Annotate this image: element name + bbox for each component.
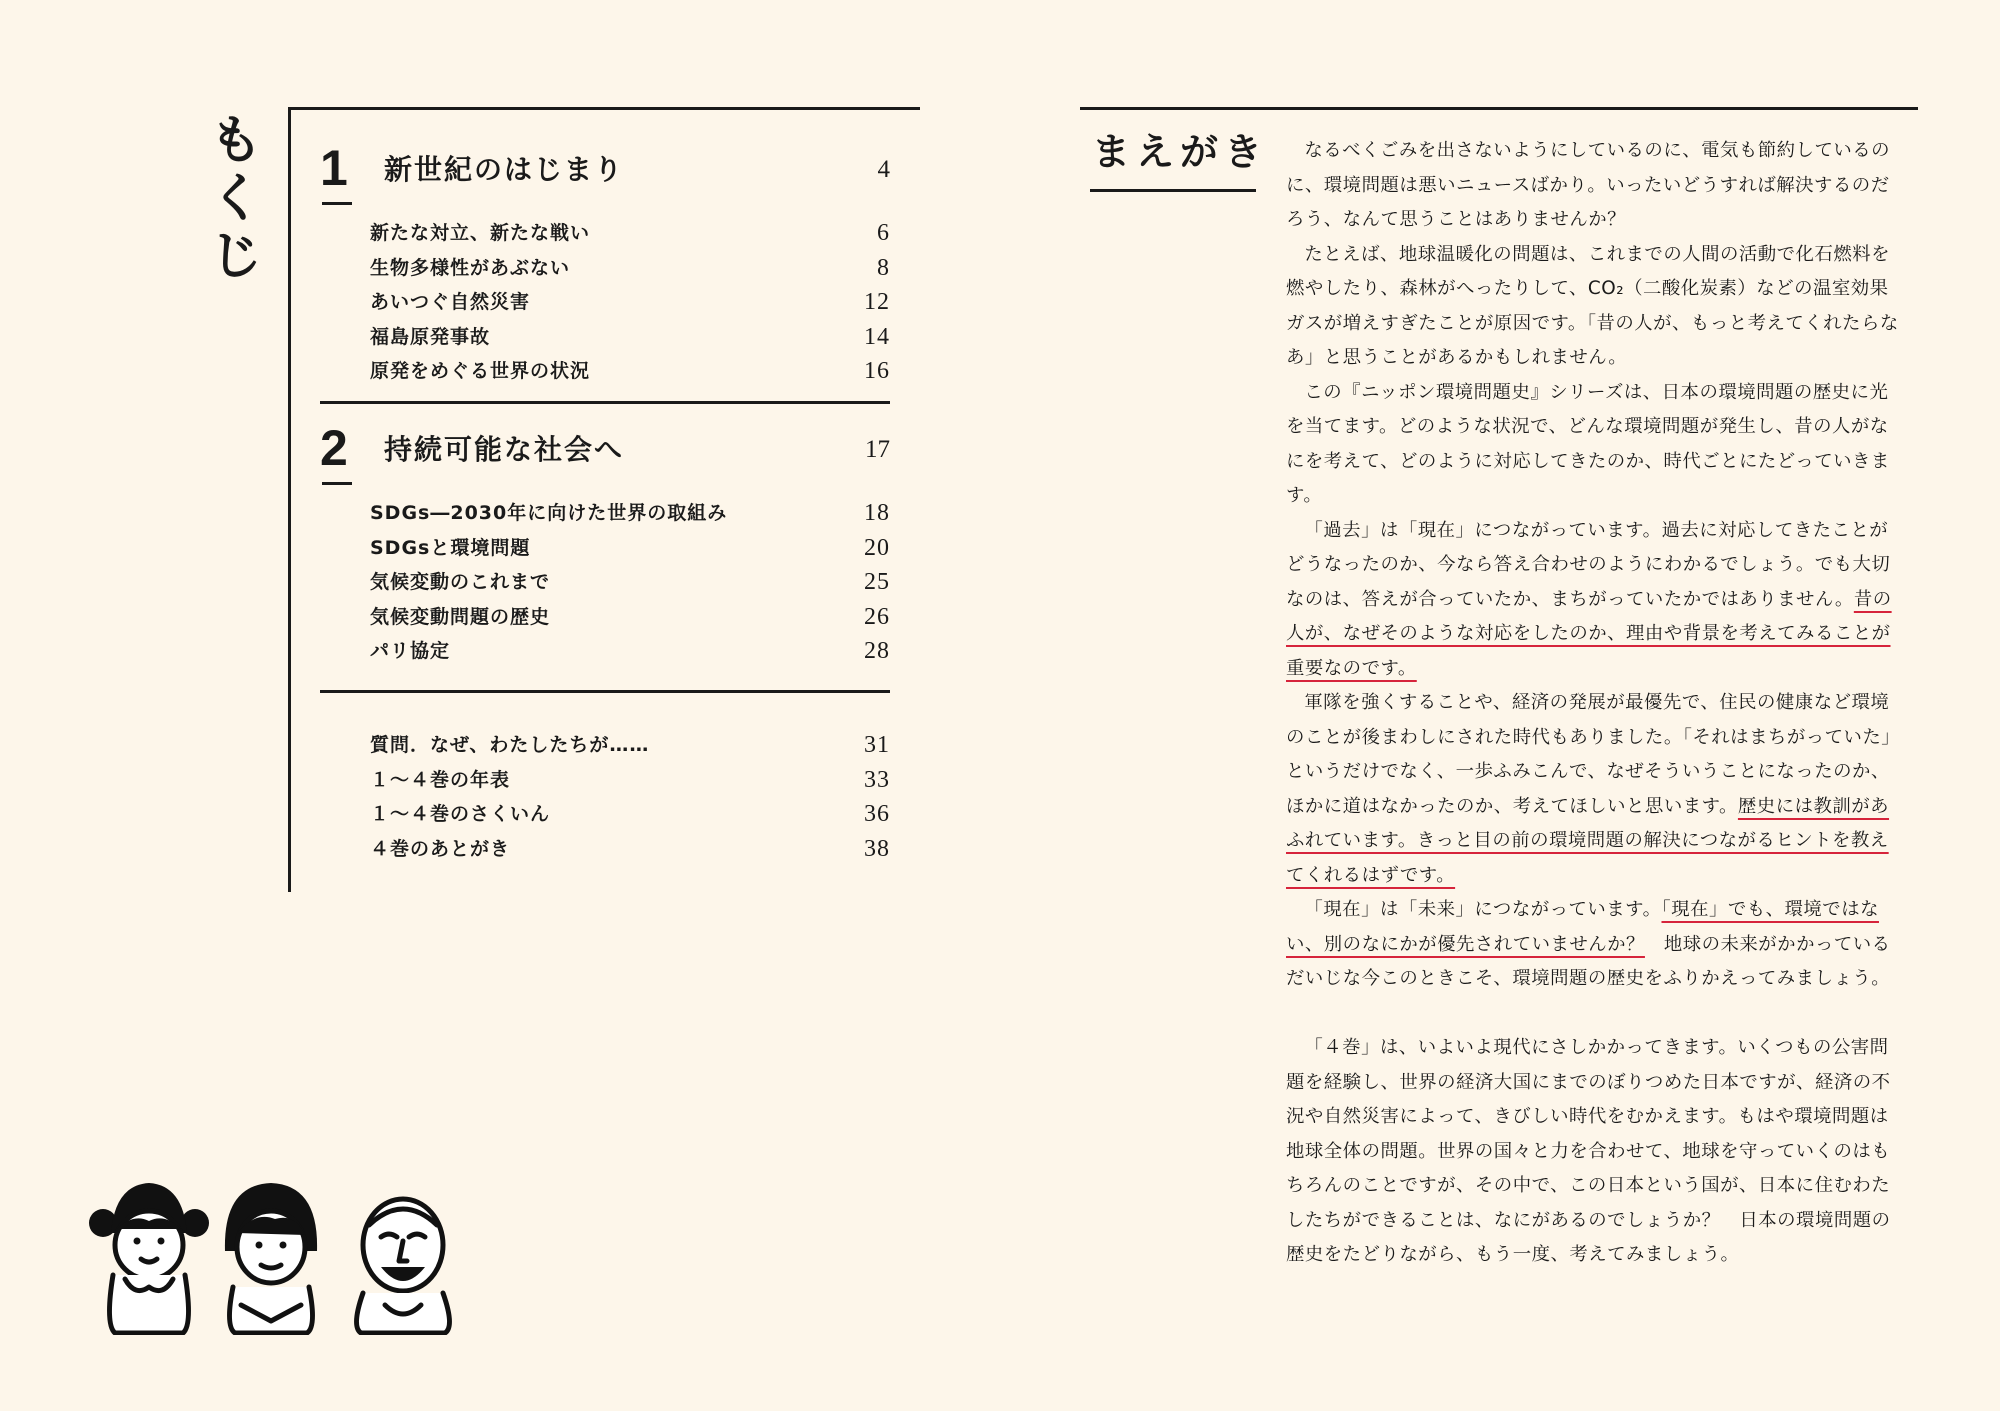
toc-item-label: ４巻のあとがき bbox=[370, 837, 511, 860]
toc-item[interactable] bbox=[320, 763, 890, 798]
maegaki-title-underline bbox=[1090, 189, 1256, 192]
toc-item-page: 20 bbox=[864, 534, 890, 561]
section-title: 新世紀のはじまり bbox=[384, 153, 625, 186]
toc-section-divider bbox=[320, 690, 890, 693]
toc-item-page: 28 bbox=[864, 638, 890, 664]
toc-item-label: パリ協定 bbox=[370, 640, 451, 662]
characters-illustration bbox=[85, 1175, 475, 1335]
toc-item-page: 26 bbox=[864, 603, 890, 630]
toc-item-page: 33 bbox=[864, 766, 890, 793]
paragraph: この『ニッポン環境問題史』シリーズは、日本の環境問題の歴史に光を当てます。どのような状況で、どんな環境問題が発生し、昔の人がなにを考えて、どのように対応してきたのか、時代ごとにたどっていきます。 bbox=[1286, 381, 1890, 506]
toc-title bbox=[206, 112, 266, 286]
toc-item[interactable] bbox=[320, 832, 890, 867]
toc-section-header[interactable] bbox=[320, 138, 890, 216]
toc-item-page: 36 bbox=[864, 801, 890, 827]
toc-item-page: 16 bbox=[864, 358, 890, 384]
toc-item-label: 新たな対立、新たな戦い bbox=[370, 222, 591, 244]
toc-item[interactable] bbox=[320, 496, 890, 531]
toc-section-header[interactable] bbox=[320, 418, 890, 496]
toc-item-label: 気候変動のこれまで bbox=[370, 571, 551, 593]
toc-title-char: も bbox=[209, 111, 262, 171]
toc-item-label: １～４巻のさくいん bbox=[370, 803, 551, 825]
toc-item-page: 14 bbox=[864, 323, 890, 350]
toc-item[interactable] bbox=[320, 354, 890, 389]
maegaki-title: まえがき bbox=[1092, 130, 1269, 174]
paragraph-text: 「現在」は「未来」につながっています。 bbox=[1304, 899, 1662, 920]
section-number: 2 bbox=[320, 420, 348, 476]
toc-item-label: SDGsと環境問題 bbox=[370, 536, 531, 559]
toc-item-label: 生物多様性があぶない bbox=[370, 256, 571, 279]
toc-item-page: 38 bbox=[864, 835, 890, 862]
toc-item[interactable] bbox=[320, 320, 890, 355]
toc-item-label: 福島原発事故 bbox=[370, 325, 491, 348]
toc-section-divider bbox=[320, 401, 890, 404]
toc-item-page: 18 bbox=[864, 500, 890, 526]
paragraph bbox=[1286, 514, 1906, 687]
paragraph: たとえば、地球温暖化の問題は、これまでの人間の活動で化石燃料を燃やしたり、森林がへったりして、CO₂（二酸化炭素）などの温室効果ガスが増えすぎたことが原因です。「昔の人が、もっと考えてくれたらなあ」と思うことがあるかもしれません。 bbox=[1286, 243, 1899, 368]
toc-item-page: 12 bbox=[864, 289, 890, 315]
toc-item[interactable] bbox=[320, 285, 890, 320]
paragraph: なるべくごみを出さないようにしているのに、電気も節約しているのに、環境問題は悪いニュースばかり。いったいどうすれば解決するのだろう、なんて思うことはありませんか？ bbox=[1286, 140, 1891, 230]
toc-item[interactable] bbox=[320, 600, 890, 635]
toc-extras bbox=[320, 728, 890, 866]
toc-item[interactable] bbox=[320, 251, 890, 286]
paragraph bbox=[1286, 893, 1906, 997]
section-page: 17 bbox=[865, 436, 890, 463]
right-page bbox=[1000, 0, 2000, 1411]
paragraph-text: 軍隊を強くすることや、経済の発展が最優先で、住民の健康など環境のことが後まわしにされた時代もありました。「それはまちがっていた」というだけでなく、一歩ふみこんで、なぜそういうことになったのか、ほかに道はなかったのか、考えてほしいと思います。 bbox=[1286, 692, 1901, 817]
toc-item-label: 気候変動問題の歴史 bbox=[370, 605, 551, 628]
girl-character-icon bbox=[89, 1183, 209, 1333]
toc-item-page: 31 bbox=[864, 732, 890, 758]
old-man-character-icon bbox=[356, 1199, 449, 1333]
toc-section-2 bbox=[320, 418, 890, 669]
paragraph bbox=[1286, 686, 1906, 893]
toc-item-label: 原発をめぐる世界の状況 bbox=[370, 360, 591, 382]
highlighted-text: 「現在」でも、環境ではない、別のなにかが優先されていませんか？ bbox=[1286, 899, 1879, 955]
maegaki-body bbox=[1286, 134, 1906, 1273]
paragraph: 「４巻」は、いよいよ現代にさしかかってきます。いくつもの公害問題を経験し、世界の経済大国にまでのぼりつめた日本ですが、経済の不況や自然災害によって、きびしい時代をむかえます。もはや環境問題は地球全体の問題。世界の国々と力を合わせて、地球を守っていくのはもちろんのことですが、その中で、この日本という国が、日本に住むわたしたちができることは、なにがあるのでしょうか？ 日本の環境問題の歴史をたどりながら、もう一度、考えてみましょう。 bbox=[1286, 1037, 1891, 1265]
toc-item[interactable] bbox=[320, 728, 890, 763]
toc-item-label: １～４巻の年表 bbox=[370, 768, 511, 791]
toc-top-rule bbox=[288, 107, 920, 110]
toc-item-label: 質問．なぜ、わたしたちが…… bbox=[370, 734, 650, 756]
toc-item[interactable] bbox=[320, 531, 890, 566]
toc-section-1 bbox=[320, 138, 890, 389]
toc-item-label: SDGs―2030年に向けた世界の取組み bbox=[370, 502, 728, 524]
paragraph-text: 地球の未来がかかっているだいじな今このときこそ、環境問題の歴史をふりかえってみましょう。 bbox=[1286, 933, 1891, 989]
highlighted-text: 歴史には教訓があふれています。きっと目の前の環境問題の解決につながるヒントを教えてくれるはずです。 bbox=[1286, 795, 1890, 886]
toc-item-page: 6 bbox=[877, 220, 890, 246]
toc-item-label: あいつぐ自然災害 bbox=[370, 291, 531, 313]
section-page: 4 bbox=[877, 156, 890, 183]
toc-item[interactable] bbox=[320, 797, 890, 832]
section-number-underline bbox=[322, 202, 352, 205]
toc-item-page: 25 bbox=[864, 569, 890, 595]
toc-item-page: 8 bbox=[877, 254, 890, 281]
toc-vertical-rule bbox=[288, 109, 291, 892]
section-title: 持続可能な社会へ bbox=[384, 433, 625, 466]
toc-item[interactable] bbox=[320, 565, 890, 600]
section-number-underline bbox=[322, 482, 352, 485]
toc-item[interactable] bbox=[320, 634, 890, 669]
highlighted-text: 昔の人が、なぜそのような対応をしたのか、理由や背景を考えてみることが重要なのです。 bbox=[1286, 588, 1892, 679]
section-number: 1 bbox=[320, 140, 348, 196]
woman-character-icon bbox=[225, 1183, 317, 1333]
toc-item[interactable] bbox=[320, 216, 890, 251]
paragraph-text: 「過去」は「現在」につながっています。過去に対応してきたことがどうなったのか、今なら答え合わせのようにわかるでしょう。でも大切なのは、答えが合っていたか、まちがっていたかではありません。 bbox=[1286, 519, 1891, 610]
toc-title-char: じ bbox=[209, 227, 262, 287]
maegaki-top-rule bbox=[1080, 107, 1918, 110]
toc-title-char: く bbox=[209, 169, 262, 229]
